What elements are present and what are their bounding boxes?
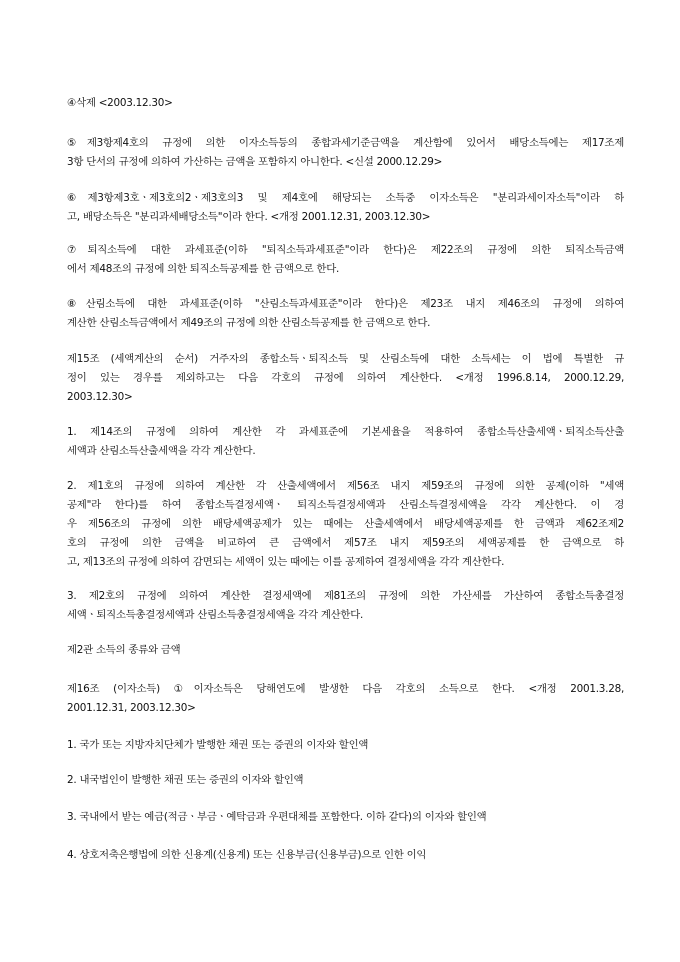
text-line: ⑤제3항제4호의 규정에 의한 이자소득등의 종합과세기준금액을 계산함에 있어서 배당소득에는 제17조제 — [67, 137, 624, 149]
text-line: ⑥제3항제3호ㆍ제3호의2ㆍ제3호의3 및 제4호에 해당되는 소득중 이자소득은 "분리과세이자소득"이라 하 — [67, 192, 624, 204]
text-line: 2001.12.31, 2003.12.30> — [67, 702, 196, 714]
text-line: 제2관 소득의 종류와 금액 — [67, 644, 181, 656]
text-line: 호의 규정에 의한 금액을 비교하여 큰 금액에서 제57조 내지 제59조의 세액공제를 한 금액으로 하 — [67, 537, 624, 549]
text-line: 정이 있는 경우를 제외하고는 다음 각호의 규정에 의하여 계산한다. <개정 1996.8.14, 2000.12.29, — [67, 372, 624, 384]
paragraph-article-14-4 — [58, 94, 624, 113]
text-line: 고, 배당소득은 "분리과세배당소득"이라 한다. <개정 2001.12.31, 2003.12.30> — [67, 211, 431, 223]
text-line: 고, 제13조의 규정에 의하여 감면되는 세액이 있는 때에는 이를 공제하여 결정세액을 각각 계산한다. — [67, 556, 505, 568]
paragraph-article-15-item-2 — [58, 477, 624, 572]
paragraph-article-14-8 — [58, 295, 624, 333]
text-line: 4. 상호저축은행법에 의한 신용계(신용계) 또는 신용부금(신용부금)으로 인한 이익 — [67, 849, 427, 861]
text-line: 3. 제2호의 규정에 의하여 계산한 결정세액에 제81조의 규정에 의한 가산세를 가산하여 종합소득총결정 — [67, 590, 624, 602]
paragraph-article-16-item-4 — [58, 846, 624, 865]
text-line: 계산한 산림소득금액에서 제49조의 규정에 의한 산림소득공제를 한 금액으로 한다. — [67, 317, 431, 329]
text-line: 1. 국가 또는 지방자치단체가 발행한 채권 또는 증권의 이자와 할인액 — [67, 739, 369, 751]
paragraph-article-14-7 — [58, 241, 624, 279]
text-line: 1. 제14조의 규정에 의하여 계산한 각 과세표준에 기본세율을 적용하여 종합소득산출세액ㆍ퇴직소득산출 — [67, 426, 624, 438]
paragraph-article-16-item-2 — [58, 771, 624, 790]
text-line: ④삭제 <2003.12.30> — [67, 97, 173, 109]
text-line: ⑧산림소득에 대한 과세표준(이하 "산림소득과세표준"이라 한다)은 제23조 내지 제46조의 규정에 의하여 — [67, 298, 624, 310]
paragraph-article-14-6 — [58, 189, 624, 227]
text-line: 제16조 (이자소득) ①이자소득은 당해연도에 발생한 다음 각호의 소득으로 한다. <개정 2001.3.28, — [67, 683, 624, 695]
text-line: 2. 제1호의 규정에 의하여 계산한 각 산출세액에서 제56조 내지 제59조의 규정에 의한 공제(이하 "세액 — [67, 480, 624, 492]
section-heading — [58, 641, 624, 660]
text-line: 세액과 산림소득산출세액을 각각 계산한다. — [67, 445, 256, 457]
paragraph-article-16-item-3 — [58, 808, 624, 827]
text-line: 3항 단서의 규정에 의하여 가산하는 금액을 포함하지 아니한다. <신설 2000.12.29> — [67, 156, 443, 168]
paragraph-article-16-item-1 — [58, 736, 624, 755]
paragraph-article-16 — [58, 680, 624, 718]
text-line: 우 제56조의 규정에 의한 배당세액공제가 있는 때에는 산출세액에서 배당세액공제를 한 금액과 제62조제2 — [67, 518, 624, 530]
text-line: 제15조 (세액계산의 순서) 거주자의 종합소득ㆍ퇴직소득 및 산림소득에 대한 소득세는 이 법에 특별한 규 — [67, 353, 624, 365]
paragraph-article-15-item-1 — [58, 423, 624, 461]
paragraph-article-15 — [58, 350, 624, 407]
paragraph-article-14-5 — [58, 134, 624, 172]
text-line: 2. 내국법인이 발행한 채권 또는 증권의 이자와 할인액 — [67, 774, 304, 786]
text-line: 2003.12.30> — [67, 391, 133, 403]
text-line: 공제"라 한다)를 하여 종합소득결정세액ㆍ 퇴직소득결정세액과 산림소득결정세액을 각각 계산한다. 이 경 — [67, 499, 624, 511]
text-line: 에서 제48조의 규정에 의한 퇴직소득공제를 한 금액으로 한다. — [67, 263, 340, 275]
text-line: 3. 국내에서 받는 예금(적금ㆍ부금ㆍ예탁금과 우편대체를 포함한다. 이하 같다)의 이자와 할인액 — [67, 811, 487, 823]
text-line: ⑦퇴직소득에 대한 과세표준(이하 "퇴직소득과세표준"이라 한다)은 제22조의 규정에 의한 퇴직소득금액 — [67, 244, 624, 256]
text-line: 세액ㆍ퇴직소득총결정세액과 산림소득총결정세액을 각각 계산한다. — [67, 609, 364, 621]
paragraph-article-15-item-3 — [58, 587, 624, 625]
